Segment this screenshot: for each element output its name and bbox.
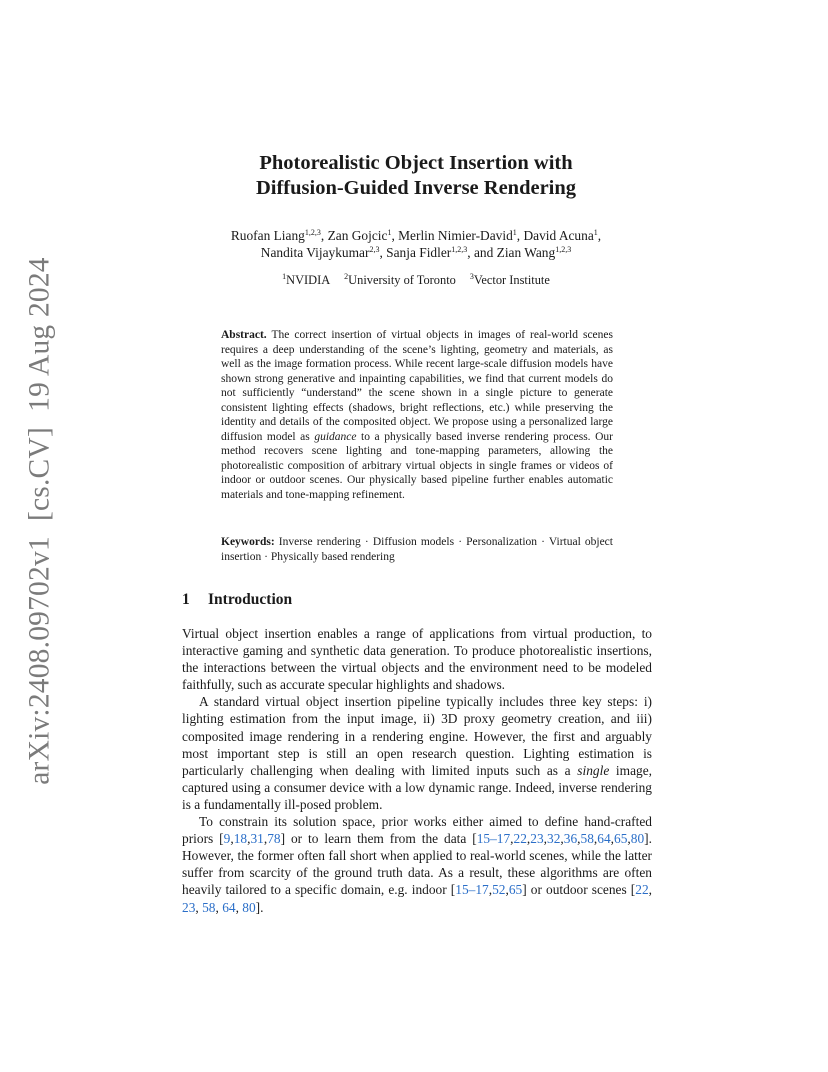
author-name: Zan Gojcic bbox=[327, 228, 388, 243]
citation-link[interactable]: 65 bbox=[614, 831, 628, 847]
abstract-emphasis: guidance bbox=[314, 430, 357, 443]
abstract-label: Abstract. bbox=[221, 329, 267, 341]
citation-link[interactable]: 22 bbox=[635, 882, 649, 898]
citation-link[interactable]: 80 bbox=[242, 899, 256, 915]
section-title: Introduction bbox=[208, 591, 293, 608]
citation-link[interactable]: 36 bbox=[563, 831, 578, 847]
paragraph-emphasis: single bbox=[577, 762, 610, 778]
author-name: Zian Wang bbox=[496, 245, 556, 260]
title-line-1: Photorealistic Object Insertion with bbox=[259, 152, 573, 174]
author-separator: , bbox=[320, 228, 328, 243]
citation-link[interactable]: 9 bbox=[223, 831, 231, 847]
author-name: Sanja Fidler bbox=[386, 245, 452, 260]
citation-link[interactable]: 15–17 bbox=[476, 831, 511, 847]
author-separator: , bbox=[391, 228, 399, 243]
affiliation-name: Vector Institute bbox=[473, 273, 550, 287]
citation-link[interactable]: 64 bbox=[597, 831, 611, 847]
affiliation-marker: 3 bbox=[469, 272, 474, 281]
author-list bbox=[150, 227, 682, 261]
arxiv-identifier: arXiv:2408.09702v1 [cs.CV] 19 Aug 2024 bbox=[23, 257, 56, 785]
affiliation-name: NVIDIA bbox=[286, 273, 331, 287]
citation-link[interactable]: 58 bbox=[580, 831, 594, 847]
author-affiliation-marker: 1 bbox=[512, 228, 517, 237]
arxiv-stamp bbox=[20, 257, 60, 785]
paragraph-text: ]. However, the former often fall short when applied to real-world scenes, while the latter suffer from scarcity of the ground truth data. As a result, these algorithms are often heavily tailored to a specific domain, e.g. indoor [ bbox=[182, 831, 652, 898]
citation-link[interactable]: 80 bbox=[630, 831, 645, 847]
abstract bbox=[221, 328, 613, 502]
citation-link[interactable]: 22 bbox=[513, 831, 527, 847]
citation-link[interactable]: 23 bbox=[530, 831, 544, 847]
author-affiliation-marker: 1,2,3 bbox=[451, 245, 468, 254]
citation-link[interactable]: 64 bbox=[222, 899, 236, 915]
author-name: Merlin Nimier-David bbox=[398, 228, 513, 243]
citation-link[interactable]: 32 bbox=[547, 831, 561, 847]
affiliation-marker: 2 bbox=[344, 272, 349, 281]
citation-link[interactable]: 31 bbox=[250, 831, 264, 847]
citation-link[interactable]: 78 bbox=[267, 831, 281, 847]
affiliation-name: University of Toronto bbox=[348, 273, 456, 287]
author-affiliation-marker: 1 bbox=[593, 228, 598, 237]
keywords-label: Keywords: bbox=[221, 536, 275, 548]
affiliation-marker: 1 bbox=[282, 272, 287, 281]
citation-link[interactable]: 52 bbox=[492, 882, 506, 898]
author-name: Ruofan Liang bbox=[230, 228, 305, 243]
paragraph-text: To constrain its solution space, prior works either aimed to define hand-crafted priors [ bbox=[182, 814, 652, 847]
author-affiliation-marker: 2,3 bbox=[369, 245, 380, 254]
author-name: David Acuna bbox=[523, 228, 594, 243]
citation-link[interactable]: 15–17 bbox=[455, 882, 489, 898]
author-affiliation-marker: 1 bbox=[387, 228, 392, 237]
paragraph-text: ]. bbox=[255, 899, 264, 915]
paragraph: Virtual object insertion enables a range of applications from virtual production, to interactive gaming and synthetic data generation. To produce photorealistic insertions, the interactions between the virtual objects and the environment need to be modeled faithfully, such as accurate specular highlights and shadows. bbox=[182, 626, 652, 693]
author-separator: , bbox=[516, 228, 524, 243]
paragraph-text: A standard virtual object insertion pipeline typically includes three key steps: i) lighting estimation from the input image, ii) 3D proxy geometry creation, and iii) composited image rendering in a rendering engine. However, the first and arguably most important step is still an open research question. Lighting estimation is particularly challenging when dealing with limited inputs such as a bbox=[182, 694, 652, 778]
author-separator: , and bbox=[467, 245, 497, 260]
section-heading bbox=[182, 591, 292, 609]
author-line-1 bbox=[150, 227, 682, 244]
citation-link[interactable]: 65 bbox=[508, 882, 523, 898]
citation-link[interactable]: 18 bbox=[233, 831, 248, 847]
paragraph-text: image, captured using a consumer device with a low dynamic range. Indeed, inverse rendering is a fundamentally ill-posed problem. bbox=[182, 762, 653, 812]
keywords bbox=[221, 535, 613, 564]
paragraph-text: ] or to learn them from the data [ bbox=[280, 831, 477, 847]
paragraph-text: ] or outdoor scenes [ bbox=[522, 882, 636, 898]
title-line-2: Diffusion-Guided Inverse Rendering bbox=[255, 177, 577, 199]
citation-link[interactable]: 23 bbox=[182, 899, 196, 915]
abstract-text: to a physically based inverse rendering process. Our method recovers scene lighting and tone-mapping parameters, allowing the photorealistic composition of arbitrary virtual objects in single frames or videos of indoor or outdoor scenes. Our physically based pipeline further enables automatic materials and tone-mapping refinement. bbox=[221, 430, 613, 501]
section-number: 1 bbox=[182, 591, 190, 608]
author-affiliation-marker: 1,2,3 bbox=[555, 245, 572, 254]
paper-title bbox=[140, 151, 692, 201]
paragraph bbox=[182, 693, 652, 813]
abstract-text: The correct insertion of virtual objects in images of real-world scenes requires a deep understanding of the scene’s lighting, geometry and materials, as well as the image formation process. While recent large-scale diffusion models have shown strong generative and inpainting capabilities, we find that current models do not sufficiently “understand” the scene shown in a single picture to generate consistent lighting effects (shadows, bright reflections, etc.) while preserving the identity and details of the composited object. We propose using a personalized large diffusion model as bbox=[221, 329, 613, 443]
keywords-text: Inverse rendering · Diffusion models · Personalization · Virtual object insertion · Physically based rendering bbox=[221, 536, 613, 563]
paragraph: To constrain its solution space, prior works either aimed to define hand-crafted priors [9,18,31,78] or to learn them from the data [15–17,22,23,32,36,58,64,65,80]. However, the former often fall short when applied to real-world scenes, while the latter suffer from scarcity of the ground truth data. As a result, these algorithms are often heavily tailored to a specific domain, e.g. indoor [15–17,52,65] or outdoor scenes [22, 23, 58, 64, 80]. bbox=[182, 814, 652, 915]
author-separator: , bbox=[379, 245, 387, 260]
affiliations bbox=[150, 273, 682, 288]
author-line-2 bbox=[150, 244, 682, 261]
section-body bbox=[182, 625, 652, 916]
author-name: Nandita Vijaykumar bbox=[260, 245, 370, 260]
author-affiliation-marker: 1,2,3 bbox=[304, 228, 321, 237]
author-separator: , bbox=[597, 228, 602, 243]
citation-link[interactable]: 58 bbox=[202, 899, 216, 915]
